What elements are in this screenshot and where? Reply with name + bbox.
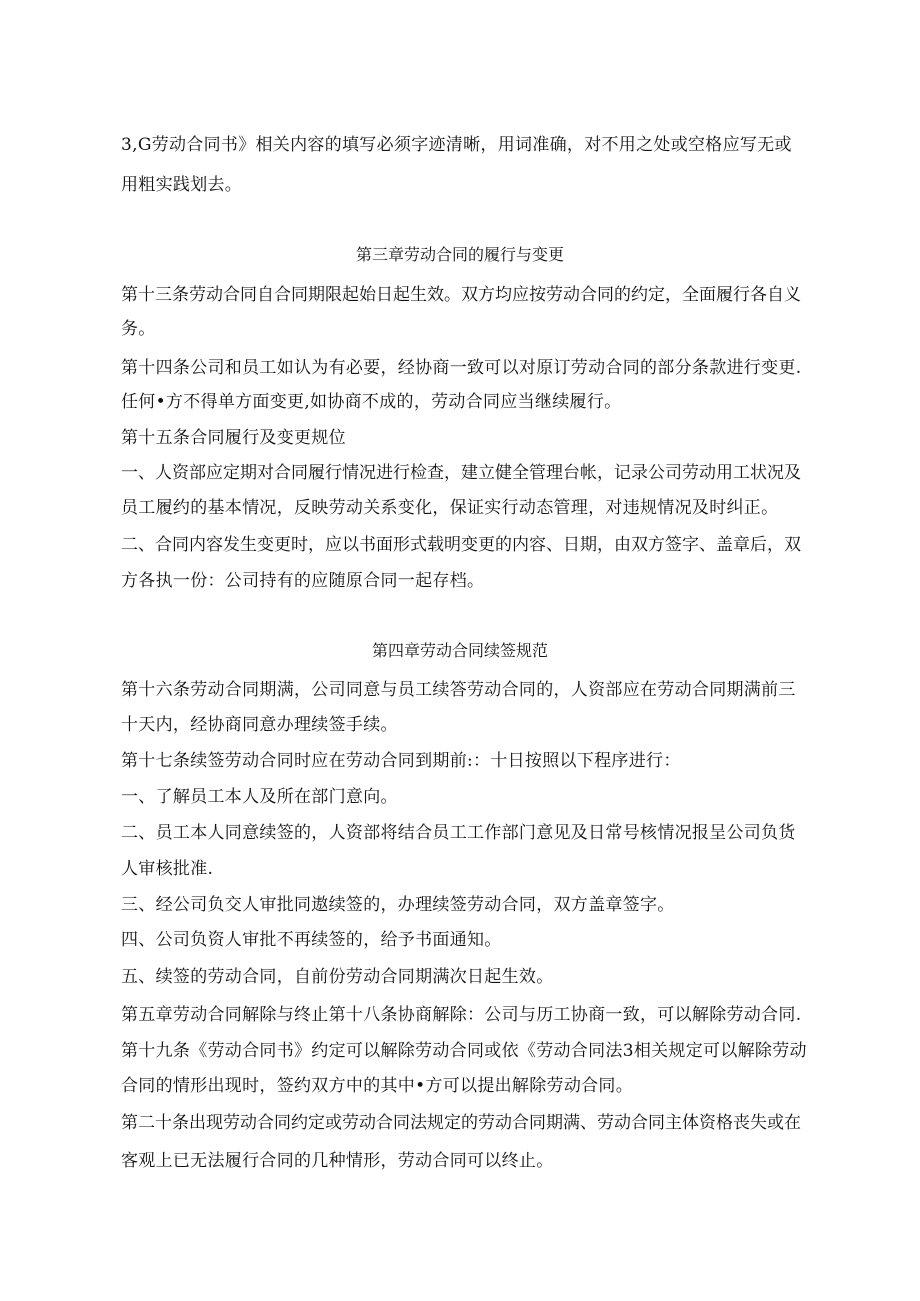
paragraph-line: 第二十条出现劳动合同约定或劳动合同法规定的劳动合同期满、劳动合同主体资格丧失或在: [121, 1113, 801, 1133]
paragraph-line: 用粗实践划去。: [121, 175, 243, 195]
paragraph-line: 十天内，经协商同意办理续签手续。: [121, 715, 398, 735]
paragraph-line: 方各执一份：公司持有的应随原合同一起存档。: [121, 571, 485, 591]
paragraph-line: 客观上已无法履行合同的几种情形，劳动合同可以终止。: [121, 1151, 554, 1171]
paragraph-line: 二、员工本人同意续签的，人资部将结合员工工作部门意见及日常号核情况报呈公司负货: [121, 823, 796, 843]
paragraph-line: 第十六条劳动合同期满，公司同意与员工续答劳动合同的，人资部应在劳动合同期满前三: [121, 680, 796, 700]
paragraph-line: 人审核批准.: [121, 859, 214, 879]
paragraph-line: 四、公司负资人审批不再续签的，给予书面通知。: [121, 930, 502, 950]
paragraph-line: 一、人资部应定期对合同履行情况进行检查，建立健全管理台帐，记录公司劳动用工状况及: [121, 463, 801, 483]
paragraph-line: 三、经公司负交人审批同遨续签的，办理续签劳动合同，双方盖章签字。: [121, 895, 675, 915]
paragraph-line: 3,G劳动合同书》相关内容的填写必须字迹清晰，用词准确，对不用之处或空格应写无或: [121, 135, 792, 155]
paragraph-line: 合同的情形出现时，签约双方中的其中•方可以提出解除劳动合同。: [121, 1076, 634, 1096]
paragraph-line: 第五章劳动合同解除与终止第十八条协商解除：公司与历工协商一致，可以解除劳动合同.: [121, 1005, 802, 1025]
chapter-heading-4: 第四章劳动合同续签规范: [371, 641, 548, 660]
paragraph-line: 第十九条《劳动合同书》约定可以解除劳动合同或依《劳动合同法3相关规定可以解除劳动: [121, 1041, 807, 1061]
paragraph-line: 员工履约的基本情况，反映劳动关系变化，保证实行动态管理，对违规情况及时纠正。: [121, 498, 779, 518]
paragraph-line: 任何•方不得单方面变更,如协商不成的，劳动合同应当继续履行。: [121, 392, 622, 412]
paragraph-line: 第十三条劳动合同自合同期限起始日起生效。双方均应按劳动合同的约定，全面履行各自义: [121, 285, 801, 305]
paragraph-line: 第十四条公司和员工如认为有必要，经协商一致可以对原订劳动合同的部分条款进行变更.: [121, 358, 802, 378]
paragraph-line: 五、续签的劳动合同，自前份劳动合同期满次日起生效。: [121, 967, 554, 987]
paragraph-line: 二、合同内容发生变更时，应以书面形式载明变更的内容、日期，由双方签字、盖章后，双: [121, 535, 801, 555]
paragraph-line: 务。: [121, 319, 156, 339]
chapter-heading-3: 第三章劳动合同的履行与变更: [355, 245, 564, 264]
paragraph-line: 第十五条合同履行及变更规位: [121, 428, 346, 448]
paragraph-line: 第十七条续签劳动合同时应在劳动合同到期前:：十日按照以下程序进行：: [121, 751, 681, 771]
paragraph-line: 一、了解员工本人及所在部门意向。: [121, 787, 398, 807]
